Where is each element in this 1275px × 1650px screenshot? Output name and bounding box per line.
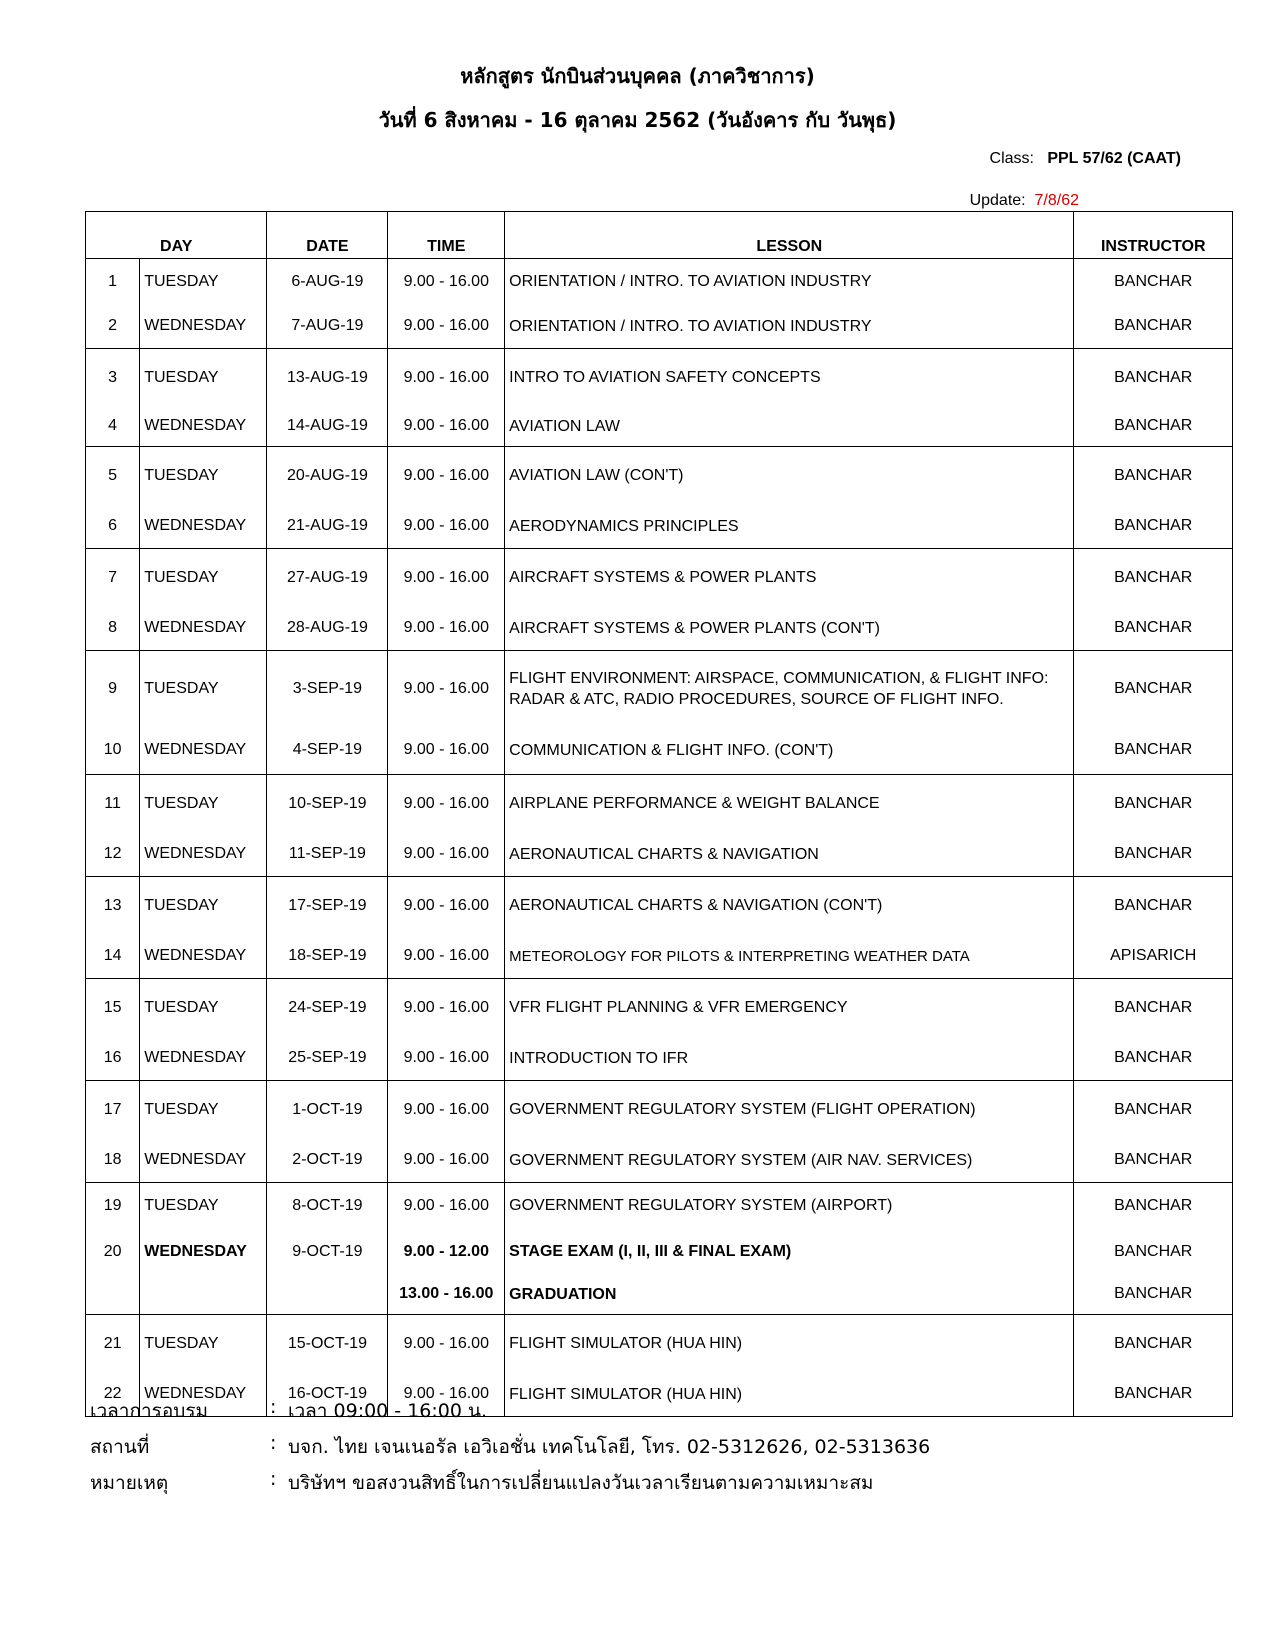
col-header-lesson: LESSON <box>505 212 1074 259</box>
table-row <box>86 305 1233 349</box>
class-label: Class: <box>989 150 1034 167</box>
time-cell: 9.00 - 16.00 <box>388 407 505 447</box>
lesson-cell: AIRCRAFT SYSTEMS & POWER PLANTS (CON'T) <box>505 607 1074 651</box>
row-number: 18 <box>86 1139 140 1183</box>
row-number: 19 <box>86 1183 140 1229</box>
update-value: 7/8/62 <box>1034 192 1079 209</box>
instructor-cell: BANCHAR <box>1074 447 1233 505</box>
date-cell: 10-SEP-19 <box>267 775 388 833</box>
colon: : <box>270 1432 277 1454</box>
lesson-cell: FLIGHT SIMULATOR (HUA HIN) <box>505 1315 1074 1373</box>
day-cell: TUESDAY <box>140 447 267 505</box>
day-cell: WEDNESDAY <box>140 1373 267 1417</box>
instructor-cell: BANCHAR <box>1074 775 1233 833</box>
date-cell: 28-AUG-19 <box>267 607 388 651</box>
day-cell: TUESDAY <box>140 1183 267 1229</box>
day-cell: WEDNESDAY <box>140 607 267 651</box>
col-header-date: DATE <box>267 212 388 259</box>
time-cell: 9.00 - 16.00 <box>388 259 505 305</box>
note-label: หมายเหตุ <box>90 1472 169 1494</box>
time-cell: 9.00 - 16.00 <box>388 305 505 349</box>
instructor-cell: BANCHAR <box>1074 1275 1233 1315</box>
col-header-day: DAY <box>86 212 267 259</box>
lesson-cell: FLIGHT SIMULATOR (HUA HIN) <box>505 1373 1074 1417</box>
time-cell: 9.00 - 16.00 <box>388 1037 505 1081</box>
row-number: 17 <box>86 1081 140 1139</box>
row-number: 2 <box>86 305 140 349</box>
instructor-cell: BANCHAR <box>1074 651 1233 727</box>
lesson-cell: GRADUATION <box>505 1275 1074 1315</box>
lesson-cell: AVIATION LAW <box>505 407 1074 447</box>
date-cell: 6-AUG-19 <box>267 259 388 305</box>
date-cell: 21-AUG-19 <box>267 505 388 549</box>
instructor-cell: BANCHAR <box>1074 727 1233 775</box>
day-cell: TUESDAY <box>140 349 267 407</box>
row-number: 9 <box>86 651 140 727</box>
time-cell: 9.00 - 16.00 <box>388 727 505 775</box>
class-info <box>990 150 1181 168</box>
instructor-cell: BANCHAR <box>1074 549 1233 607</box>
lesson-cell: VFR FLIGHT PLANNING & VFR EMERGENCY <box>505 979 1074 1037</box>
day-cell: TUESDAY <box>140 1315 267 1373</box>
table-row <box>86 1229 1233 1275</box>
row-number: 8 <box>86 607 140 651</box>
instructor-cell: BANCHAR <box>1074 833 1233 877</box>
table-header-row <box>86 212 1233 259</box>
lesson-cell: AERONAUTICAL CHARTS & NAVIGATION (CON'T) <box>505 877 1074 935</box>
day-cell: TUESDAY <box>140 877 267 935</box>
date-cell: 18-SEP-19 <box>267 935 388 979</box>
day-cell: TUESDAY <box>140 651 267 727</box>
day-cell: WEDNESDAY <box>140 407 267 447</box>
table-row <box>86 833 1233 877</box>
day-cell: WEDNESDAY <box>140 833 267 877</box>
time-cell: 9.00 - 16.00 <box>388 1373 505 1417</box>
lesson-cell: INTRODUCTION TO IFR <box>505 1037 1074 1081</box>
row-number: 15 <box>86 979 140 1037</box>
table-row <box>86 607 1233 651</box>
date-cell: 8-OCT-19 <box>267 1183 388 1229</box>
instructor-cell: BANCHAR <box>1074 1315 1233 1373</box>
lesson-cell: AIRPLANE PERFORMANCE & WEIGHT BALANCE <box>505 775 1074 833</box>
day-cell: TUESDAY <box>140 775 267 833</box>
lesson-cell: ORIENTATION / INTRO. TO AVIATION INDUSTRY <box>505 305 1074 349</box>
lesson-cell: STAGE EXAM (I, II, III & FINAL EXAM) <box>505 1229 1074 1275</box>
row-number: 3 <box>86 349 140 407</box>
day-cell: WEDNESDAY <box>140 305 267 349</box>
row-number: 11 <box>86 775 140 833</box>
lesson-cell: AVIATION LAW (CON'T) <box>505 447 1074 505</box>
table-row <box>86 1139 1233 1183</box>
instructor-cell: BANCHAR <box>1074 1139 1233 1183</box>
time-cell: 9.00 - 16.00 <box>388 549 505 607</box>
row-number <box>86 1275 140 1315</box>
table-row <box>86 1183 1233 1229</box>
time-cell: 9.00 - 16.00 <box>388 349 505 407</box>
instructor-cell: BANCHAR <box>1074 877 1233 935</box>
instructor-cell: APISARICH <box>1074 935 1233 979</box>
table-row <box>86 505 1233 549</box>
instructor-cell: BANCHAR <box>1074 607 1233 651</box>
date-cell: 27-AUG-19 <box>267 549 388 607</box>
row-number: 4 <box>86 407 140 447</box>
table-row <box>86 877 1233 935</box>
table-row <box>86 935 1233 979</box>
row-number: 7 <box>86 549 140 607</box>
class-value: PPL 57/62 (CAAT) <box>1047 150 1181 167</box>
time-cell: 9.00 - 16.00 <box>388 1183 505 1229</box>
time-cell: 9.00 - 16.00 <box>388 979 505 1037</box>
lesson-cell: INTRO TO AVIATION SAFETY CONCEPTS <box>505 349 1074 407</box>
date-cell: 3-SEP-19 <box>267 651 388 727</box>
row-number: 1 <box>86 259 140 305</box>
date-cell: 11-SEP-19 <box>267 833 388 877</box>
lesson-cell: METEOROLOGY FOR PILOTS & INTERPRETING WEATHER DATA <box>505 935 1074 979</box>
instructor-cell: BANCHAR <box>1074 259 1233 305</box>
row-number: 12 <box>86 833 140 877</box>
colon: : <box>270 1396 277 1418</box>
day-cell: WEDNESDAY <box>140 1037 267 1081</box>
row-number: 14 <box>86 935 140 979</box>
time-cell: 9.00 - 16.00 <box>388 935 505 979</box>
instructor-cell: BANCHAR <box>1074 1081 1233 1139</box>
time-cell: 9.00 - 16.00 <box>388 1139 505 1183</box>
day-cell: WEDNESDAY <box>140 727 267 775</box>
time-cell: 9.00 - 16.00 <box>388 447 505 505</box>
schedule-table <box>85 211 1233 1417</box>
location-value: บจก. ไทย เจนเนอรัล เอวิเอชั่น เทคโนโลยี, โทร. 02-5312626, 02-5313636 <box>288 1436 931 1458</box>
title-line-1: หลักสูตร นักบินส่วนบุคคล (ภาควิชาการ) <box>460 64 815 88</box>
day-cell: WEDNESDAY <box>140 1229 267 1275</box>
table-row <box>86 407 1233 447</box>
update-label: Update: <box>969 192 1026 209</box>
time-cell: 9.00 - 12.00 <box>388 1229 505 1275</box>
table-row <box>86 1275 1233 1315</box>
row-number: 22 <box>86 1373 140 1417</box>
row-number: 5 <box>86 447 140 505</box>
date-cell: 2-OCT-19 <box>267 1139 388 1183</box>
time-cell: 9.00 - 16.00 <box>388 775 505 833</box>
lesson-cell: AIRCRAFT SYSTEMS & POWER PLANTS <box>505 549 1074 607</box>
lesson-cell: GOVERNMENT REGULATORY SYSTEM (AIR NAV. SERVICES) <box>505 1139 1074 1183</box>
instructor-cell: BANCHAR <box>1074 349 1233 407</box>
date-cell <box>267 1275 388 1315</box>
instructor-cell: BANCHAR <box>1074 1229 1233 1275</box>
instructor-cell: BANCHAR <box>1074 505 1233 549</box>
row-number: 20 <box>86 1229 140 1275</box>
instructor-cell: BANCHAR <box>1074 1037 1233 1081</box>
table-row <box>86 775 1233 833</box>
day-cell: TUESDAY <box>140 259 267 305</box>
lesson-cell: COMMUNICATION & FLIGHT INFO. (CON'T) <box>505 727 1074 775</box>
table-row <box>86 979 1233 1037</box>
day-cell: WEDNESDAY <box>140 505 267 549</box>
lesson-cell: GOVERNMENT REGULATORY SYSTEM (FLIGHT OPERATION) <box>505 1081 1074 1139</box>
date-cell: 1-OCT-19 <box>267 1081 388 1139</box>
training-time-label: เวลาการอบรม <box>90 1400 209 1422</box>
day-cell: TUESDAY <box>140 1081 267 1139</box>
date-cell: 4-SEP-19 <box>267 727 388 775</box>
date-cell: 25-SEP-19 <box>267 1037 388 1081</box>
day-cell: TUESDAY <box>140 979 267 1037</box>
date-cell: 14-AUG-19 <box>267 407 388 447</box>
day-cell: WEDNESDAY <box>140 1139 267 1183</box>
date-cell: 9-OCT-19 <box>267 1229 388 1275</box>
date-cell: 17-SEP-19 <box>267 877 388 935</box>
table-row <box>86 727 1233 775</box>
date-cell: 13-AUG-19 <box>267 349 388 407</box>
lesson-cell: AERONAUTICAL CHARTS & NAVIGATION <box>505 833 1074 877</box>
time-cell: 9.00 - 16.00 <box>388 505 505 549</box>
day-cell: WEDNESDAY <box>140 935 267 979</box>
update-info <box>970 192 1079 210</box>
date-cell: 20-AUG-19 <box>267 447 388 505</box>
table-row <box>86 651 1233 727</box>
date-cell: 7-AUG-19 <box>267 305 388 349</box>
table-row <box>86 1315 1233 1373</box>
date-cell: 16-OCT-19 <box>267 1373 388 1417</box>
time-cell: 13.00 - 16.00 <box>388 1275 505 1315</box>
time-cell: 9.00 - 16.00 <box>388 1315 505 1373</box>
instructor-cell: BANCHAR <box>1074 1373 1233 1417</box>
time-cell: 9.00 - 16.00 <box>388 877 505 935</box>
training-time-value: เวลา 09:00 - 16:00 น. <box>288 1400 488 1422</box>
lesson-cell: ORIENTATION / INTRO. TO AVIATION INDUSTRY <box>505 259 1074 305</box>
col-header-time: TIME <box>388 212 505 259</box>
location-label: สถานที่ <box>90 1436 150 1458</box>
col-header-instructor: INSTRUCTOR <box>1074 212 1233 259</box>
row-number: 10 <box>86 727 140 775</box>
lesson-cell: AERODYNAMICS PRINCIPLES <box>505 505 1074 549</box>
table-row <box>86 447 1233 505</box>
row-number: 16 <box>86 1037 140 1081</box>
instructor-cell: BANCHAR <box>1074 407 1233 447</box>
row-number: 6 <box>86 505 140 549</box>
table-row <box>86 1081 1233 1139</box>
time-cell: 9.00 - 16.00 <box>388 607 505 651</box>
title-line-2: วันที่ 6 สิงหาคม - 16 ตุลาคม 2562 (วันอังคาร กับ วันพุธ) <box>378 108 897 132</box>
table-row <box>86 549 1233 607</box>
table-row <box>86 1037 1233 1081</box>
row-number: 13 <box>86 877 140 935</box>
lesson-cell: GOVERNMENT REGULATORY SYSTEM (AIRPORT) <box>505 1183 1074 1229</box>
table-row <box>86 259 1233 305</box>
day-cell: TUESDAY <box>140 549 267 607</box>
lesson-cell: FLIGHT ENVIRONMENT: AIRSPACE, COMMUNICATION, & FLIGHT INFO: RADAR & ATC, RADIO PROCEDURES, SOURCE OF FLIGHT INFO. <box>505 651 1074 727</box>
time-cell: 9.00 - 16.00 <box>388 1081 505 1139</box>
instructor-cell: BANCHAR <box>1074 979 1233 1037</box>
colon: : <box>270 1468 277 1490</box>
instructor-cell: BANCHAR <box>1074 305 1233 349</box>
date-cell: 24-SEP-19 <box>267 979 388 1037</box>
table-row <box>86 349 1233 407</box>
day-cell <box>140 1275 267 1315</box>
time-cell: 9.00 - 16.00 <box>388 651 505 727</box>
date-cell: 15-OCT-19 <box>267 1315 388 1373</box>
instructor-cell: BANCHAR <box>1074 1183 1233 1229</box>
note-value: บริษัทฯ ขอสงวนสิทธิ์ในการเปลี่ยนแปลงวันเวลาเรียนตามความเหมาะสม <box>288 1472 874 1494</box>
row-number: 21 <box>86 1315 140 1373</box>
time-cell: 9.00 - 16.00 <box>388 833 505 877</box>
